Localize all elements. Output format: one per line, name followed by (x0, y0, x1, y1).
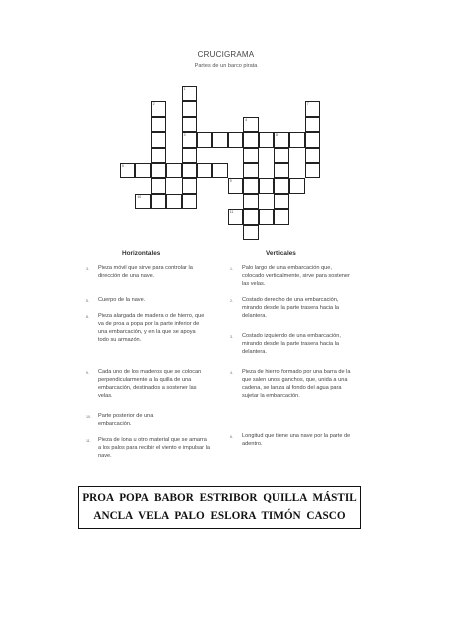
crossword-cell[interactable] (243, 132, 258, 147)
crossword-cell[interactable] (182, 194, 197, 209)
crossword-cell[interactable] (243, 225, 258, 240)
crossword-cell[interactable] (182, 132, 197, 147)
clue-text: Parte posterior de una embarcación. (98, 413, 154, 427)
crossword-cell[interactable] (197, 132, 212, 147)
clue-text: Pieza alargada de madera o de hierro, que va de proa a popa por la parte inferior de una embarcación, y en la que se apoya todo su armazón. (98, 313, 205, 343)
crossword-cell[interactable] (151, 194, 166, 209)
crossword-cell[interactable] (135, 194, 150, 209)
cell-number: 9 (229, 179, 232, 184)
clue-text: Pieza de lona u otro material que se amarra a los palos para recibir el viento e impulsar la nave. (98, 437, 210, 459)
cell-number: 3 (183, 133, 186, 138)
crossword-cell[interactable] (259, 178, 274, 193)
crossword-cell[interactable] (228, 209, 243, 224)
cell-number: 1 (183, 87, 186, 91)
crossword-cell[interactable] (212, 132, 227, 147)
crossword-cell[interactable] (151, 163, 166, 178)
clue-number: 2. (230, 299, 233, 303)
crossword-cell[interactable] (228, 132, 243, 147)
word-bank-line-2: ANCLA VELA PALO ESLORA TIMÓN CASCO (93, 510, 346, 522)
clue-number: 11. (86, 439, 91, 443)
cell-number: 8 (276, 133, 278, 138)
clue-text: Longitud que tiene una nave por la parte de adentro. (242, 433, 351, 447)
cell-number: 11 (229, 210, 234, 215)
crossword-cell[interactable] (182, 163, 197, 178)
clue-text: Costado izquierdo de una embarcación, mirando desde la parte trasera hacia la delantera. (242, 333, 341, 355)
cell-number: 10 (137, 194, 142, 199)
clue-text: Cuerpo de la nave. (98, 297, 146, 303)
crossword-cell[interactable] (182, 148, 197, 163)
crossword-cell[interactable] (305, 163, 320, 178)
crossword-cell[interactable] (182, 178, 197, 193)
crossword-cell[interactable] (243, 178, 258, 193)
crossword-cell[interactable] (259, 132, 274, 147)
crossword-cell[interactable] (289, 178, 304, 193)
cell-number: 4 (245, 117, 248, 122)
crossword-cell[interactable] (289, 132, 304, 147)
crossword-cell[interactable] (274, 178, 289, 193)
crossword-cell[interactable] (259, 209, 274, 224)
clue-text: Palo largo de una embarcación que, colocado verticalmente, sirve para sostener las velas. (242, 265, 350, 287)
clue-number: 8. (86, 315, 89, 319)
cell-number: 7 (306, 102, 309, 107)
page-subtitle: Partes de un barco pirata (194, 63, 258, 69)
clue-number: 10. (86, 415, 91, 419)
crossword-cell[interactable] (274, 148, 289, 163)
clue-text: Cada uno de los maderos que se colocan perpendicularmente a la quilla de una embarcación, destinados a sostener las velas. (98, 369, 202, 399)
crossword-cell[interactable] (274, 194, 289, 209)
horizontal-heading: Horizontales (122, 250, 161, 257)
page-title: CRUCIGRAMA (197, 50, 255, 59)
crossword-cell[interactable] (135, 163, 150, 178)
crossword-cell[interactable] (197, 163, 212, 178)
clue-number: 6. (230, 435, 233, 439)
crossword-cell[interactable] (120, 163, 135, 178)
crossword-cell[interactable] (305, 132, 320, 147)
crossword-cell[interactable] (212, 163, 227, 178)
crossword-cell[interactable] (243, 209, 258, 224)
crossword-cell[interactable] (243, 163, 258, 178)
crossword-cell[interactable] (151, 148, 166, 163)
crossword-cell[interactable] (228, 178, 243, 193)
crossword-cell[interactable] (305, 117, 320, 132)
crossword-cell[interactable] (182, 117, 197, 132)
clue-text: Pieza de hierro formado por una barra de la que salen unos ganchos, que, unida a una cadena, se lanza al fondo del agua para sujetar la embarcación. (242, 369, 351, 399)
crossword-cell[interactable] (182, 86, 197, 101)
crossword-cell[interactable] (274, 209, 289, 224)
crossword-cell[interactable] (274, 163, 289, 178)
clue-number: 5. (86, 299, 89, 303)
crossword-cell[interactable] (243, 148, 258, 163)
clue-number: 1. (230, 267, 233, 271)
clue-number: 9. (86, 371, 89, 375)
vertical-heading: Verticales (266, 250, 296, 257)
cell-number: 5 (122, 164, 124, 168)
crossword-cell[interactable] (305, 148, 320, 163)
clue-number: 4. (230, 371, 233, 375)
crossword-cell[interactable] (151, 117, 166, 132)
crossword-cell[interactable] (182, 101, 197, 116)
crossword-cell[interactable] (151, 101, 166, 116)
crossword-cell[interactable] (305, 101, 320, 116)
crossword-cell[interactable] (243, 117, 258, 132)
crossword-cell[interactable] (151, 132, 166, 147)
word-bank (78, 486, 361, 529)
crossword-cell[interactable] (166, 163, 181, 178)
clue-text: Costado derecho de una embarcación, mirando desde la parte trasera hacia la delantera. (242, 297, 340, 319)
cell-number: 2 (152, 102, 155, 107)
crossword-cell[interactable] (151, 178, 166, 193)
word-bank-line-1: PROA POPA BABOR ESTRIBOR QUILLA MÁSTIL (82, 492, 357, 504)
crossword-cell[interactable] (166, 194, 181, 209)
crossword-cell[interactable] (274, 132, 289, 147)
crossword-cell[interactable] (243, 194, 258, 209)
clue-number: 3. (230, 335, 233, 339)
clue-number: 3. (86, 267, 89, 271)
clue-text: Pieza móvil que sirve para controlar la dirección de una nave. (98, 265, 193, 279)
